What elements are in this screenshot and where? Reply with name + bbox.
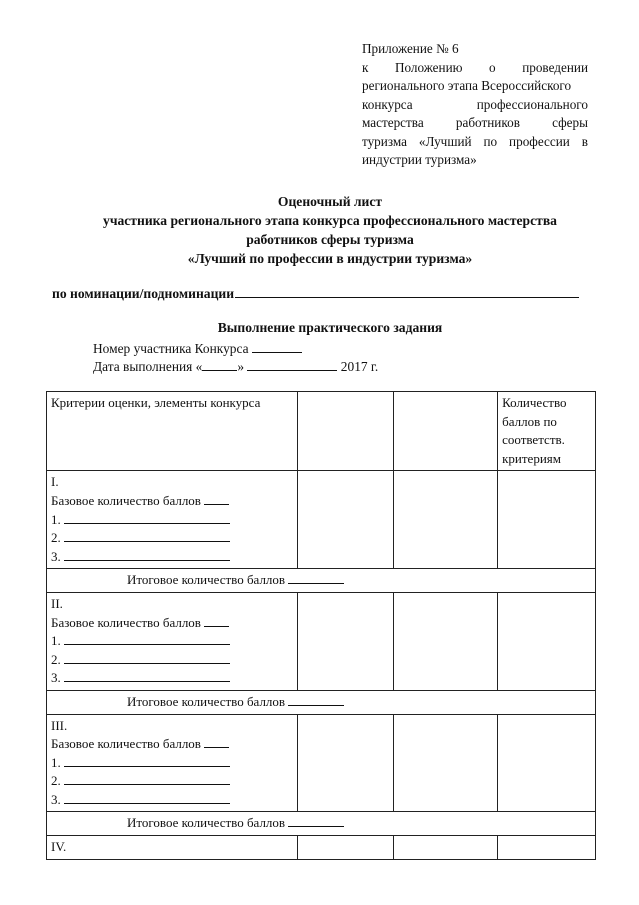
item-number: 1. <box>51 754 61 770</box>
header-points: Количество баллов по соответств. критериям <box>498 392 596 471</box>
appendix-line: конкурса профессионального <box>362 96 588 112</box>
item-number: 3. <box>51 791 61 807</box>
base-label: Базовое количество баллов <box>51 736 201 752</box>
total-label: Итоговое количество баллов <box>127 572 286 588</box>
section-number: III. <box>51 717 68 733</box>
base-score-field[interactable] <box>204 614 229 627</box>
item-number: 2. <box>51 773 61 789</box>
appendix-line: индустрии туризма» <box>362 152 477 167</box>
score-cell[interactable] <box>298 836 394 860</box>
item-field[interactable] <box>64 511 230 524</box>
score-cell[interactable] <box>393 471 497 569</box>
total-score-field[interactable] <box>288 815 344 827</box>
item-field[interactable] <box>64 632 230 645</box>
score-cell[interactable] <box>393 592 497 690</box>
section-cell <box>47 592 298 690</box>
item-number: 1. <box>51 633 61 649</box>
section-cell <box>47 471 298 569</box>
participant-number-field[interactable] <box>252 340 302 353</box>
section-subtitle: Выполнение практического задания <box>217 320 443 335</box>
total-label: Итоговое количество баллов <box>127 693 286 709</box>
item-number: 1. <box>51 511 61 527</box>
section-number: IV. <box>47 836 298 860</box>
points-cell[interactable] <box>498 592 596 690</box>
date-label-prefix: Дата выполнения « <box>93 359 203 374</box>
item-number: 2. <box>51 651 61 667</box>
table-header-row <box>47 392 596 471</box>
points-cell[interactable] <box>498 836 596 860</box>
section-number: II. <box>51 595 63 611</box>
title-line: Оценочный лист <box>277 194 383 209</box>
evaluation-table <box>46 391 596 860</box>
item-field[interactable] <box>64 651 230 664</box>
total-score-field[interactable] <box>288 694 344 706</box>
title-line: участника регионального этапа конкурса профессионального мастерства <box>103 213 557 228</box>
date-month-field[interactable] <box>247 358 337 371</box>
total-row <box>47 812 596 836</box>
item-field[interactable] <box>64 791 230 804</box>
header-criteria: Критерии оценки, элементы конкурса <box>47 392 298 471</box>
header-empty-cell <box>393 392 497 471</box>
participant-row <box>93 340 302 357</box>
item-number: 3. <box>51 670 61 686</box>
total-row <box>47 690 596 714</box>
item-field[interactable] <box>64 669 230 682</box>
total-cell <box>47 690 596 714</box>
base-score-field[interactable] <box>204 735 229 748</box>
total-cell <box>47 812 596 836</box>
document-title <box>30 192 630 268</box>
date-row <box>93 358 378 375</box>
item-number: 3. <box>51 548 61 564</box>
table-row <box>47 836 596 860</box>
base-score-field[interactable] <box>204 492 229 505</box>
appendix-line: мастерства работников сферы <box>362 115 588 130</box>
section-number: I. <box>51 474 59 490</box>
appendix-line: туризма «Лучший по профессии в <box>362 133 588 149</box>
table-row <box>47 592 596 690</box>
nomination-row <box>52 284 579 302</box>
appendix-line: регионального этапа Всероссийского <box>362 78 572 93</box>
item-field[interactable] <box>64 772 230 785</box>
appendix-title: Приложение № 6 <box>362 41 459 56</box>
header-empty-cell <box>298 392 394 471</box>
table-row <box>47 471 596 569</box>
score-cell[interactable] <box>298 714 394 812</box>
appendix-block <box>362 40 588 170</box>
item-field[interactable] <box>64 548 230 561</box>
date-day-field[interactable] <box>202 358 237 371</box>
total-cell <box>47 569 596 593</box>
title-line: работников сферы туризма <box>246 232 414 247</box>
item-field[interactable] <box>64 529 230 542</box>
participant-label: Номер участника Конкурса <box>93 341 249 356</box>
item-number: 2. <box>51 530 61 546</box>
base-label: Базовое количество баллов <box>51 492 201 508</box>
score-cell[interactable] <box>298 592 394 690</box>
points-cell[interactable] <box>498 471 596 569</box>
score-cell[interactable] <box>393 836 497 860</box>
nomination-label: по номинации/подноминации <box>52 286 235 301</box>
total-label: Итоговое количество баллов <box>127 815 286 831</box>
points-cell[interactable] <box>498 714 596 812</box>
date-label-suffix: 2017 г. <box>340 359 379 374</box>
appendix-line: к Положению о проведении <box>362 59 588 75</box>
score-cell[interactable] <box>298 471 394 569</box>
table-row <box>47 714 596 812</box>
date-label-mid: » <box>237 359 245 374</box>
item-field[interactable] <box>64 754 230 767</box>
score-cell[interactable] <box>393 714 497 812</box>
total-row <box>47 569 596 593</box>
base-label: Базовое количество баллов <box>51 614 201 630</box>
section-cell <box>47 714 298 812</box>
nomination-field[interactable] <box>235 284 579 298</box>
total-score-field[interactable] <box>288 572 344 584</box>
title-line: «Лучший по профессии в индустрии туризма» <box>187 251 473 266</box>
